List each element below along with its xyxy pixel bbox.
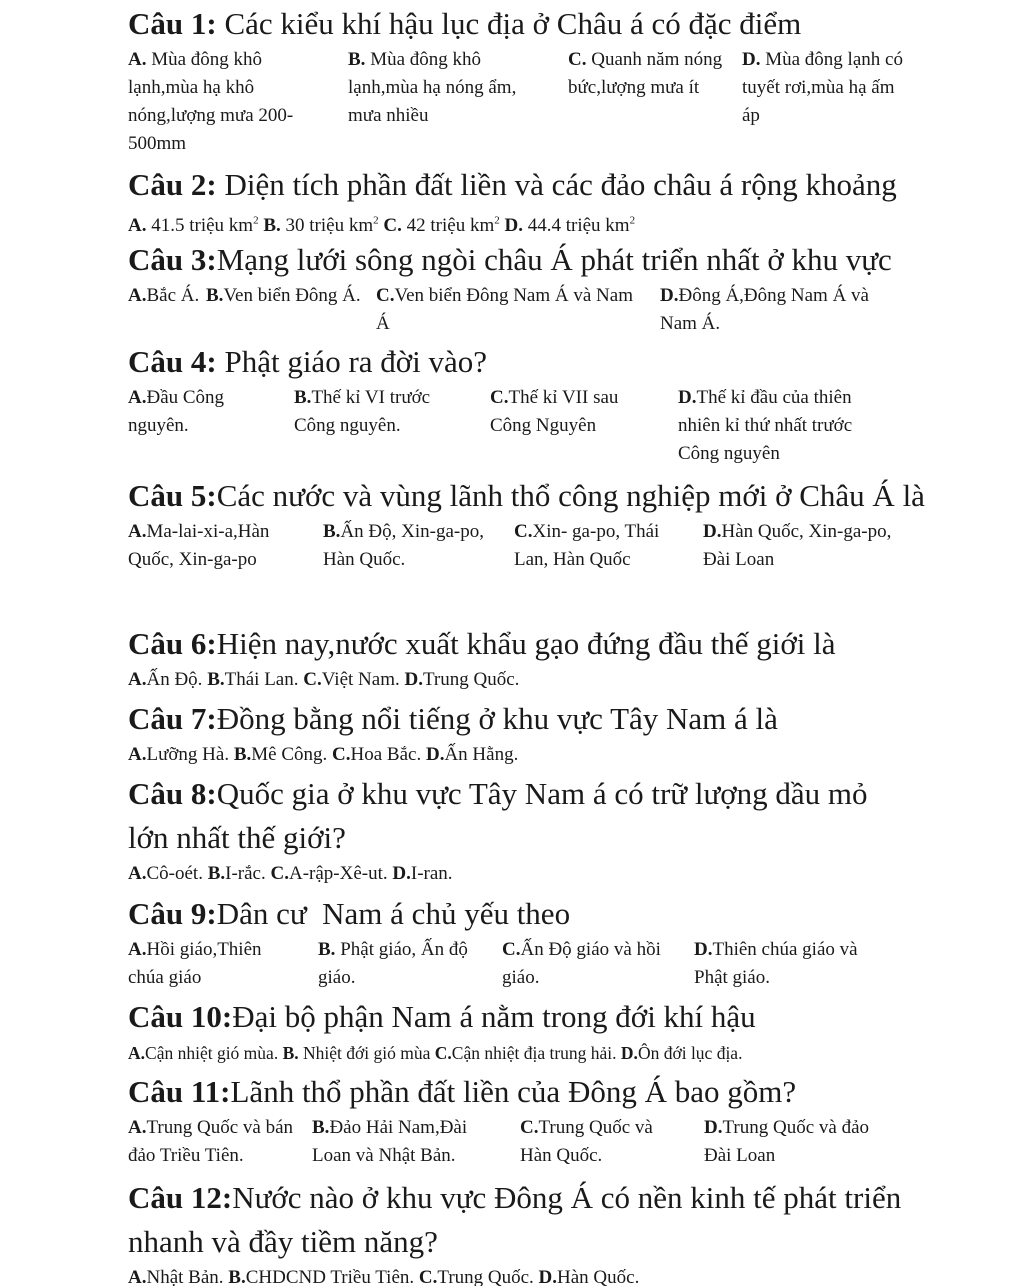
question-text: Nước nào ở khu vực Đông Á có nền kinh tế phát triển nhanh và đầy tiềm năng? (128, 1180, 902, 1259)
option-a[interactable]: A.Đầu Công nguyên. (128, 387, 225, 436)
option-a[interactable]: A.Ấn Độ. (128, 669, 208, 690)
option-b[interactable]: B.Đảo Hải Nam,Đài Loan và Nhật Bản. (312, 1117, 468, 1166)
question-10 (128, 995, 928, 1067)
option-b[interactable]: B.I-rắc. (207, 863, 271, 884)
question-3 (128, 238, 928, 338)
option-c[interactable]: C.Trung Quốc và Hàn Quốc. (520, 1117, 653, 1166)
option-c[interactable]: C. 42 triệu $km^2$ (383, 215, 500, 237)
question-9 (128, 892, 928, 992)
option-b[interactable]: B.Thế kỉ VI trước Công nguyên. (294, 387, 431, 436)
question-12 (128, 1176, 928, 1286)
option-d[interactable]: D. 44.4 triệu $km^2$ (504, 215, 636, 237)
question-label: Câu 12: (128, 1180, 233, 1215)
question-text: Quốc gia ở khu vực Tây Nam á có trữ lượng dầu mỏ lớn nhất thế giới? (128, 776, 868, 855)
question-text: Đồng bằng nổi tiếng ở khu vực Tây Nam á là (216, 701, 778, 736)
question-label: Câu 6: (128, 626, 217, 661)
option-d[interactable]: D.Hàn Quốc. (538, 1267, 640, 1286)
option-d[interactable]: D. Mùa đông lạnh có tuyết rơi,mùa hạ ấm áp (742, 49, 903, 126)
option-a[interactable]: A.Ma-lai-xi-a,Hàn Quốc, Xin-ga-po (128, 521, 270, 570)
question-8 (128, 772, 928, 888)
option-c[interactable]: C.Xin- ga-po, Thái Lan, Hàn Quốc (514, 521, 660, 570)
question-text: Đại bộ phận Nam á nằm trong đới khí hậu (232, 999, 756, 1034)
question-text: Các nước và vùng lãnh thổ công nghiệp mới ở Châu Á là (216, 478, 925, 513)
question-1 (128, 2, 928, 158)
option-c[interactable]: C.Hoa Bắc. (332, 744, 426, 765)
option-a[interactable]: A.Lưỡng Hà. (128, 744, 234, 765)
option-d[interactable]: D.Thiên chúa giáo và Phật giáo. (694, 939, 858, 988)
question-label: Câu 2: (128, 167, 217, 202)
option-a[interactable]: A.Cô-oét. (128, 863, 208, 884)
option-a[interactable]: A.Trung Quốc và bán đảo Triều Tiên. (128, 1117, 294, 1166)
question-6 (128, 622, 928, 694)
option-c[interactable]: C.Cận nhiệt địa trung hải. (434, 1043, 621, 1063)
option-b[interactable]: B. Phật giáo, Ấn độ giáo. (318, 939, 468, 988)
question-label: Câu 4: (128, 344, 217, 379)
option-a[interactable]: A.Bắc Á. (128, 285, 200, 306)
question-label: Câu 9: (128, 896, 217, 931)
option-d[interactable]: D.Trung Quốc và đảo Đài Loan (704, 1117, 870, 1166)
question-text: Dân cư Nam á chủ yếu theo (216, 896, 571, 931)
question-5 (128, 474, 928, 574)
option-c[interactable]: C.Việt Nam. (303, 669, 405, 690)
question-label: Câu 7: (128, 701, 217, 736)
question-text: Lãnh thổ phần đất liền của Đông Á bao gồm? (230, 1074, 797, 1109)
question-text: Hiện nay,nước xuất khẩu gạo đứng đầu thế giới là (216, 626, 836, 661)
question-text: Diện tích phần đất liền và các đảo châu á rộng khoảng (216, 167, 897, 202)
question-label: Câu 3: (128, 242, 217, 277)
question-11 (128, 1070, 928, 1170)
option-a[interactable]: A.Cận nhiệt gió mùa. (128, 1043, 283, 1063)
question-label: Câu 8: (128, 776, 217, 811)
option-d[interactable]: D.Ôn đới lục địa. (620, 1043, 743, 1063)
option-d[interactable]: D.Trung Quốc. (404, 669, 520, 690)
option-b[interactable]: B.CHDCND Triều Tiên. (228, 1267, 419, 1286)
option-a[interactable]: A.Nhật Bản. (128, 1267, 229, 1286)
question-text: Mạng lưới sông ngòi châu Á phát triển nhất ở khu vực (216, 242, 892, 277)
option-d[interactable]: D.Thế kỉ đầu của thiên nhiên kỉ thứ nhất trước Công nguyên (678, 387, 853, 464)
option-b[interactable]: B. Mùa đông khô lạnh,mùa hạ nóng ẩm, mưa nhiều (348, 49, 517, 126)
option-d[interactable]: D.I-ran. (392, 863, 453, 884)
option-c[interactable]: C.Trung Quốc. (418, 1267, 539, 1286)
option-b[interactable]: B.Ấn Độ, Xin-ga-po, Hàn Quốc. (323, 521, 484, 570)
question-2 (128, 163, 928, 240)
option-a[interactable]: A.Hồi giáo,Thiên chúa giáo (128, 939, 262, 988)
option-b[interactable]: B.Thái Lan. (207, 669, 304, 690)
question-7 (128, 697, 928, 769)
option-b[interactable]: B.Mê Công. (233, 744, 333, 765)
question-label: Câu 10: (128, 999, 233, 1034)
option-a[interactable]: A. 41.5 triệu $km^2$ (128, 215, 259, 237)
option-c[interactable]: C.Ven biển Đông Nam Á và Nam Á (376, 285, 633, 334)
option-b[interactable]: B.Ven biển Đông Á. (206, 285, 361, 306)
question-label: Câu 1: (128, 6, 217, 41)
option-d[interactable]: D.Đông Á,Đông Nam Á và Nam Á. (660, 285, 869, 334)
option-d[interactable]: D.Ấn Hằng. (425, 744, 519, 765)
question-text: Các kiểu khí hậu lục địa ở Châu á có đặc điểm (216, 6, 802, 41)
option-d[interactable]: D.Hàn Quốc, Xin-ga-po, Đài Loan (703, 521, 892, 570)
option-c[interactable]: C.Thế kỉ VII sau Công Nguyên (490, 387, 619, 436)
option-c[interactable]: C.Ấn Độ giáo và hồi giáo. (502, 939, 661, 988)
option-c[interactable]: C. Quanh năm nóng bức,lượng mưa ít (568, 49, 723, 98)
question-4 (128, 340, 928, 468)
option-b[interactable]: B. Nhiệt đới gió mùa (282, 1043, 431, 1063)
question-label: Câu 5: (128, 478, 217, 513)
option-c[interactable]: C.A-rập-Xê-ut. (270, 863, 393, 884)
option-b[interactable]: B. 30 triệu $km^2$ (263, 215, 379, 237)
option-a[interactable]: A. Mùa đông khô lạnh,mùa hạ khô nóng,lượng mưa 200-500mm (128, 49, 294, 154)
question-label: Câu 11: (128, 1074, 231, 1109)
question-text: Phật giáo ra đời vào? (216, 344, 488, 379)
